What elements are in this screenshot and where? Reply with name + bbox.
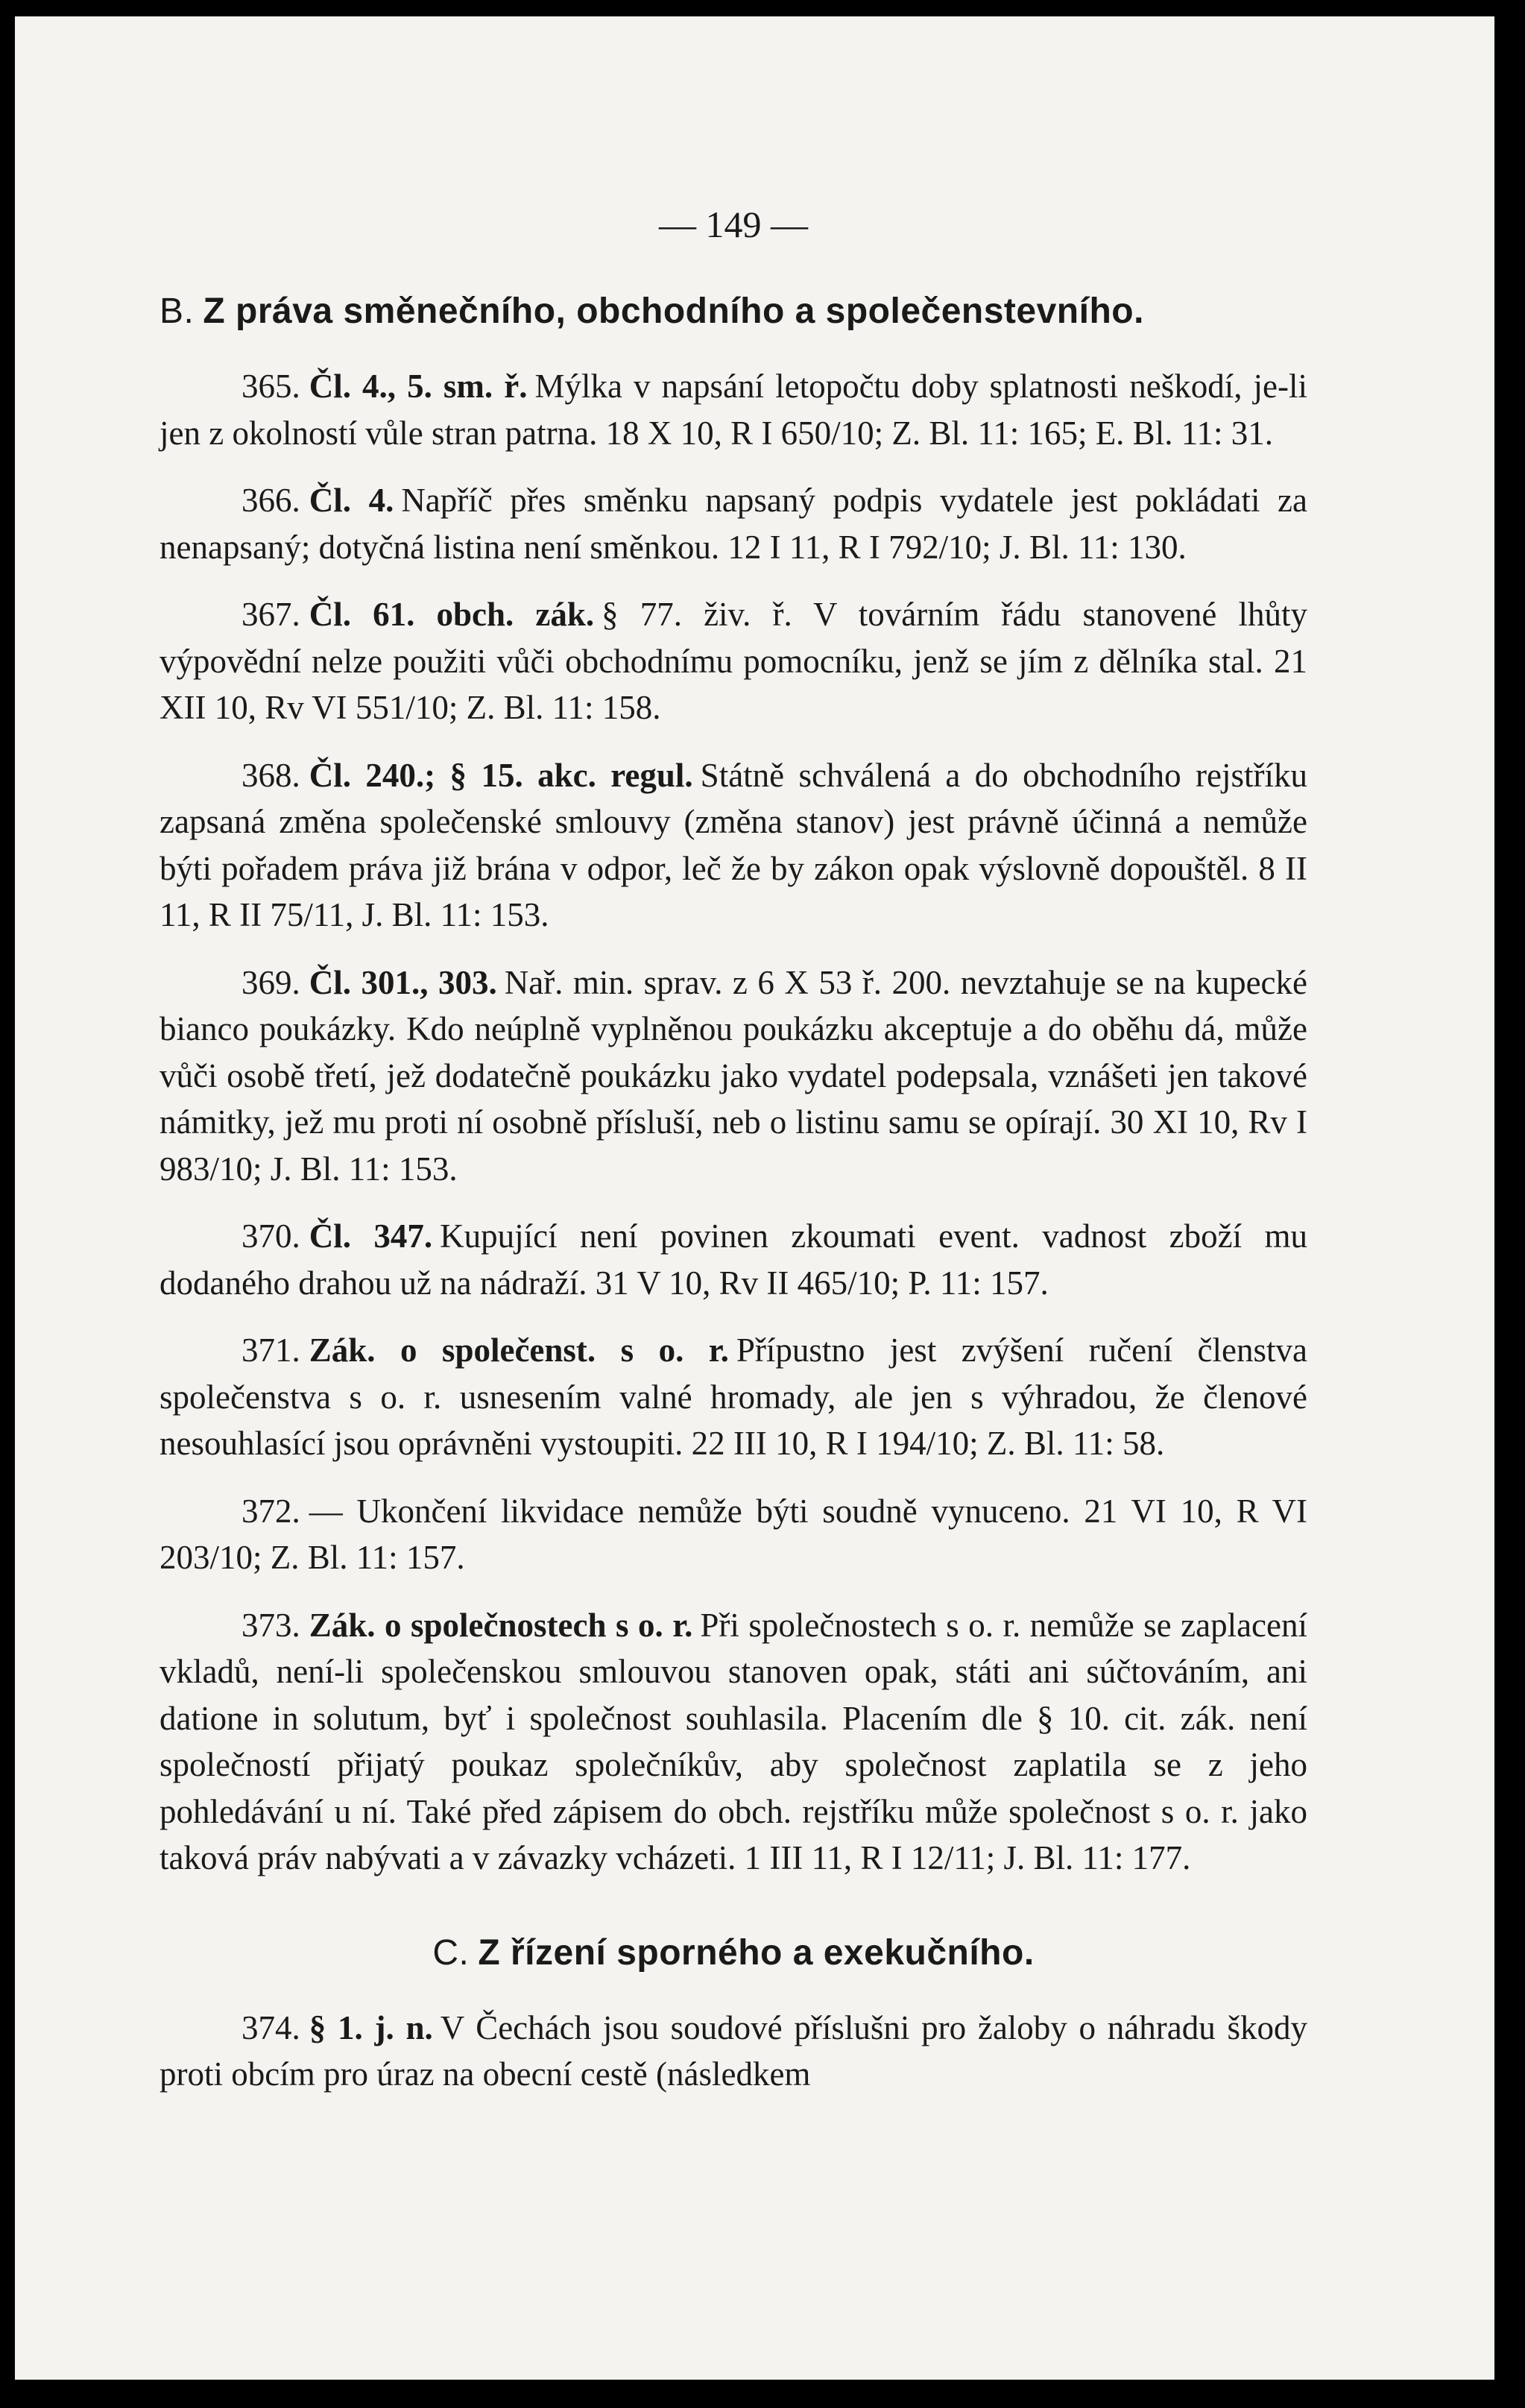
entry-text: Přípustno jest zvýšení ručení členstva společenstva s o. r. usnesením valné hromady, ale jen s výhradou, že členové nesouhlasící jsou oprávněni vystoupiti. 22 III 10, R I 194/10; Z. Bl. 11: 58. bbox=[160, 1331, 1307, 1462]
entry-368 bbox=[160, 752, 1307, 939]
entry-reference: Čl. 4. bbox=[309, 482, 394, 519]
entry-373 bbox=[160, 1602, 1307, 1882]
page-content bbox=[160, 203, 1307, 2119]
entry-number: 371. bbox=[241, 1331, 300, 1369]
section-c-letter: C. bbox=[432, 1932, 470, 1973]
book-page bbox=[15, 16, 1494, 2380]
entry-number: 366. bbox=[241, 482, 300, 519]
entry-number: 369. bbox=[241, 963, 300, 1001]
entry-text: § 77. živ. ř. V továrním řádu stanovené lhůty výpovědní nelze použiti vůči obchodnímu pomocníku, jenž se jím z dělníka stal. 21 XII 10, Rv VI 551/10; Z. Bl. 11: 158. bbox=[160, 596, 1307, 726]
section-b-title: Z práva směnečního, obchodního a společenstevního. bbox=[203, 291, 1144, 331]
entry-text: Mýlka v napsání letopočtu doby splatnosti neškodí, je-li jen z okolností vůle stran patrna. 18 X 10, R I 650/10; Z. Bl. 11: 165; E. Bl. 11: 31. bbox=[160, 368, 1307, 452]
section-b-heading bbox=[160, 291, 1307, 332]
entry-text: V Čechách jsou soudové příslušni pro žaloby o náhradu škody proti obcím pro úraz na obecní cestě (následkem bbox=[160, 2008, 1307, 2093]
entry-number: 365. bbox=[241, 368, 300, 405]
entry-text: Napříč přes směnku napsaný podpis vydatele jest pokládati za nenapsaný; dotyčná listina není směnkou. 12 I 11, R I 792/10; J. Bl. 11: 130. bbox=[160, 482, 1307, 566]
entry-365 bbox=[160, 363, 1307, 456]
entry-369 bbox=[160, 959, 1307, 1193]
entry-reference: Čl. 61. obch. zák. bbox=[309, 596, 595, 633]
entry-text: Při společnostech s o. r. nemůže se zaplacení vkladů, není-li společenskou smlouvou stanoven opak, státi ani súčtováním, ani datione in solutum, byť i společnost souhlasila. Placením dle § 10. cit. zák. není společností přijatý poukaz společníkův, aby společnost zaplatila se z jeho pohledávání u ní. Také před zápisem do obch. rejstříku může společnost s o. r. jako taková práv nabývati a v závazky vcházeti. 1 III 11, R I 12/11; J. Bl. 11: 177. bbox=[160, 1606, 1307, 1876]
section-c-heading bbox=[160, 1932, 1307, 1973]
entry-reference: § 1. j. n. bbox=[309, 2008, 433, 2046]
entry-text: Státně schválená a do obchodního rejstříku zapsaná změna společenské smlouvy (změna stanov) jest právně účinná a nemůže býti pořadem práva již brána v odpor, leč že by zákon opak výslovně dopouštěl. 8 II 11, R II 75/11, J. Bl. 11: 153. bbox=[160, 756, 1307, 933]
entry-370 bbox=[160, 1213, 1307, 1306]
entry-reference: Čl. 240.; § 15. akc. regul. bbox=[309, 756, 693, 794]
entry-text: — Ukončení likvidace nemůže býti soudně vynuceno. 21 VI 10, R VI 203/10; Z. Bl. 11: 157. bbox=[160, 1492, 1307, 1576]
entry-number: 374. bbox=[241, 2008, 300, 2046]
entry-text: Nař. min. sprav. z 6 X 53 ř. 200. nevztahuje se na kupecké bianco poukázky. Kdo neúplně vyplněnou poukázku akceptuje a do oběhu dá, může vůči osobě třetí, jež dodatečně poukázku jako vydatel podepsala, vznášeti jen takové námitky, jež mu proti ní osobně přísluší, neb o listinu samu se opírají. 30 XI 10, Rv I 983/10; J. Bl. 11: 153. bbox=[160, 963, 1307, 1188]
entry-text: Kupující není povinen zkoumati event. vadnost zboží mu dodaného drahou už na nádraží. 31 V 10, Rv II 465/10; P. 11: 157. bbox=[160, 1217, 1307, 1302]
entry-reference: Čl. 301., 303. bbox=[309, 963, 497, 1001]
entry-number: 373. bbox=[241, 1606, 300, 1644]
entry-reference: Čl. 4., 5. sm. ř. bbox=[309, 368, 528, 405]
entry-number: 368. bbox=[241, 756, 300, 794]
entry-372 bbox=[160, 1488, 1307, 1581]
entry-366 bbox=[160, 477, 1307, 570]
section-b-letter: B. bbox=[160, 291, 195, 331]
section-c-title: Z řízení sporného a exekučního. bbox=[478, 1932, 1035, 1973]
entry-reference: Zák. o společenst. s o. r. bbox=[309, 1331, 729, 1369]
entry-374 bbox=[160, 2005, 1307, 2098]
entry-number: 367. bbox=[241, 596, 300, 633]
entry-reference: Čl. 347. bbox=[309, 1217, 433, 1255]
entry-number: 372. bbox=[241, 1492, 300, 1530]
entry-371 bbox=[160, 1327, 1307, 1467]
entry-number: 370. bbox=[241, 1217, 300, 1255]
entry-reference: Zák. o společnostech s o. r. bbox=[309, 1606, 693, 1644]
page-number: — 149 — bbox=[659, 204, 808, 245]
entry-367 bbox=[160, 591, 1307, 731]
